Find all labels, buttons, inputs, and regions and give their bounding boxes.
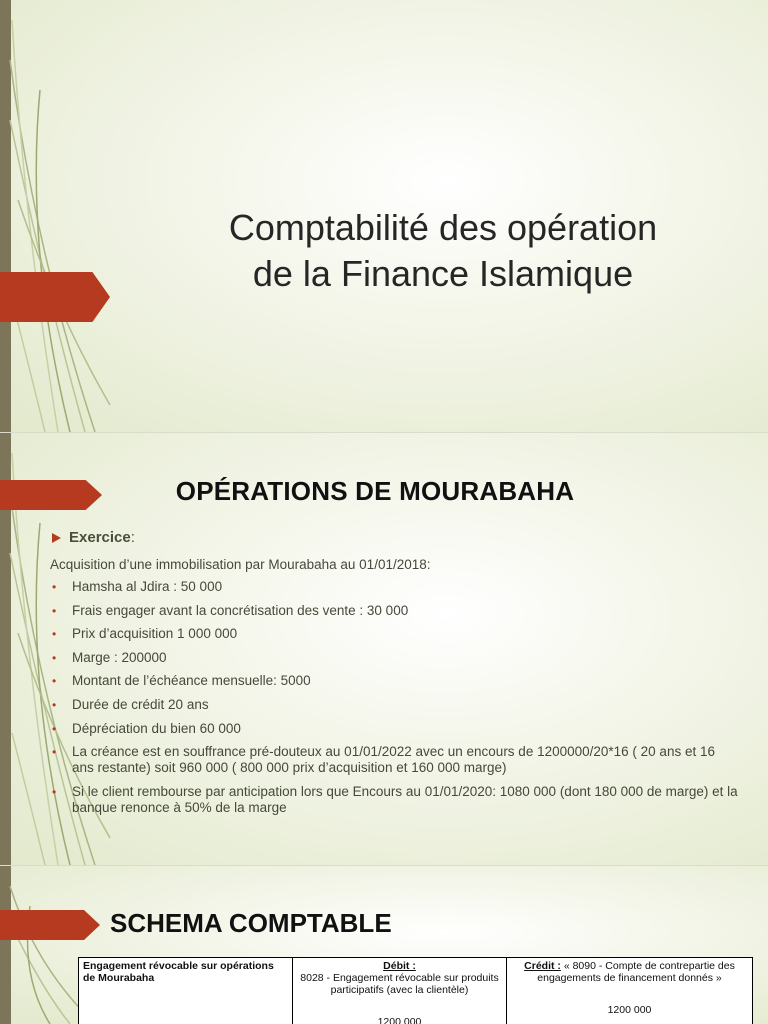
title-line-2: de la Finance Islamique bbox=[252, 253, 634, 294]
section-heading: OPÉRATIONS DE MOURABAHA bbox=[175, 476, 575, 506]
list-item: • Montant de l’échéance mensuelle: 5000 bbox=[50, 673, 740, 689]
exercise-colon: : bbox=[130, 529, 135, 546]
credit-amount: 1200 000 bbox=[607, 1004, 652, 1016]
debit-cell bbox=[293, 958, 507, 1024]
debit-text: 8028 - Engagement révocable sur produits participatifs (avec la clientèle) bbox=[300, 972, 499, 996]
exercise-intro: Acquisition d’une immobilisation par Mourabaha au 01/01/2018: bbox=[50, 557, 431, 572]
list-item: • Si le client rembourse par anticipation lors que Encours au 01/01/2020: 1080 000 (dont 180 000 de marge) et la banque renonce à 50% de la marge bbox=[50, 784, 740, 816]
debit-label: Débit : bbox=[383, 960, 416, 972]
page-title bbox=[150, 205, 736, 297]
heading-arrow-marker bbox=[0, 910, 100, 940]
operation-cell bbox=[79, 958, 293, 1024]
list-item: • Hamsha al Jdira : 50 000 bbox=[50, 579, 740, 595]
debit-amount: 1200 000 bbox=[377, 1016, 422, 1024]
list-item: • Prix d’acquisition 1 000 000 bbox=[50, 626, 740, 642]
section-heading: SCHEMA COMPTABLE bbox=[110, 908, 392, 938]
decorative-curves bbox=[0, 0, 120, 432]
list-item: • La créance est en souffrance pré-douteux au 01/01/2022 avec un encours de 1200000/20*16 ( 20 ans et 16 ans restante) soit 960 000 ( 800 000 prix d’acquisition et 160 000 marge) bbox=[50, 744, 740, 776]
title-slide bbox=[0, 0, 768, 432]
exercise-list bbox=[50, 579, 740, 823]
credit-label: Crédit : bbox=[524, 960, 561, 972]
mourabaha-slide bbox=[0, 433, 768, 865]
schema-slide bbox=[0, 866, 768, 1024]
credit-text: « 8090 - Compte de contrepartie des engagements de financement donnés » bbox=[537, 960, 735, 984]
arrow-bullet-icon bbox=[52, 533, 61, 543]
exercise-word: Exercice bbox=[69, 529, 131, 546]
operation-label: Engagement révocable sur opérations de Mourabaha bbox=[83, 960, 274, 984]
title-arrow-marker bbox=[0, 272, 110, 322]
table-row bbox=[79, 958, 753, 1024]
list-item: • Marge : 200000 bbox=[50, 650, 740, 666]
title-line-1: Comptabilité des opération bbox=[228, 207, 658, 248]
list-item: • Dépréciation du bien 60 000 bbox=[50, 721, 740, 737]
list-item: • Durée de crédit 20 ans bbox=[50, 697, 740, 713]
heading-arrow-marker bbox=[0, 480, 102, 510]
credit-cell bbox=[507, 958, 753, 1024]
exercise-label bbox=[52, 529, 135, 546]
list-item: • Frais engager avant la concrétisation des vente : 30 000 bbox=[50, 603, 740, 619]
accounting-schema-table bbox=[78, 957, 753, 1024]
